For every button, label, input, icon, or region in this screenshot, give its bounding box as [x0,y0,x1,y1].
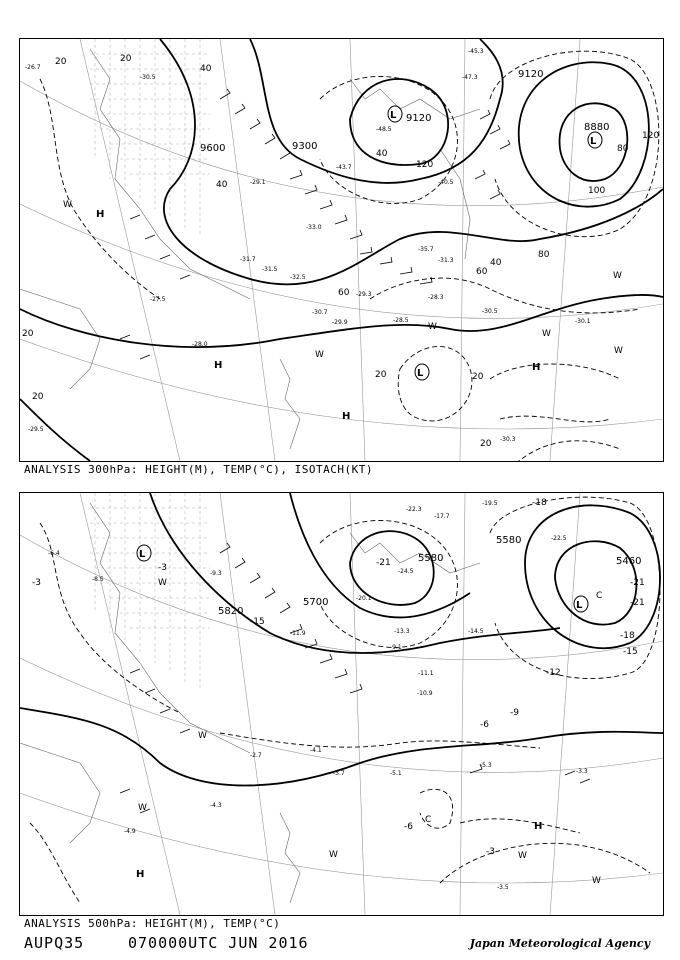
temp-label: -27.5 [150,296,166,303]
height-contours [20,39,663,461]
isotach-contours [40,51,659,461]
temp-label: -8.5 [92,576,104,583]
temp-contour-label: -15 [623,647,638,657]
temp-label: -13.3 [394,628,410,635]
temp-contour-label: -3 [158,563,167,573]
isotach-label: 20 [375,370,387,380]
temp-label: -5.1 [390,770,402,777]
grid-hatch [90,39,210,234]
height-contours [20,493,663,786]
temp-label: -4.3 [210,802,222,809]
temp-label: -9.3 [210,570,222,577]
temp-label: -32.5 [290,274,306,281]
graticule [20,39,663,461]
map-500hpa [19,492,664,916]
valid-time: 070000UTC JUN 2016 [128,934,309,952]
warm-mark: W [614,346,623,356]
temp-label: -30.3 [500,436,516,443]
temp-label: -22.5 [551,535,567,542]
height-label: 5580 [496,535,522,546]
grid-hatch [90,493,210,688]
isotach-label: 120 [416,160,434,170]
height-label: 5820 [218,606,244,617]
map-500hpa-svg [20,493,663,915]
temp-label: -33.0 [306,224,322,231]
temp-contour-label: -21 [376,558,391,568]
caption-500hpa: ANALYSIS 500hPa: HEIGHT(M), TEMP(°C) [24,917,281,930]
map-300hpa-svg [20,39,663,461]
temp-label: -30.1 [575,318,591,325]
pressure-center-low [574,596,588,612]
warm-mark: W [138,803,147,813]
temp-label: -5.3 [480,762,492,769]
pressure-center-high: H [136,869,145,880]
temp-label: -10.9 [417,690,433,697]
temp-contour-label: -21 [630,598,645,608]
coastline [20,503,480,903]
temp-label: -43.7 [336,164,352,171]
isotach-label: 20 [55,57,67,67]
temp-label: -31.5 [262,266,278,273]
warm-mark: W [542,329,551,339]
warm-mark: W [428,322,437,332]
pressure-center-low [137,545,151,561]
isotach-label: 20 [120,54,132,64]
pressure-center-high: H [532,362,541,373]
warm-mark: W [613,271,622,281]
pressure-center-high: H [214,360,223,371]
temp-contour-label: -12 [546,668,561,678]
isotach-label: 100 [588,186,606,196]
warm-mark: W [315,350,324,360]
svg-text:L: L [590,136,597,147]
isotach-label: 20 [472,372,484,382]
temp-label: -19.5 [482,500,498,507]
cold-mark: C [596,591,603,601]
isotach-label: 80 [538,250,550,260]
temp-label: -4.1 [310,747,322,754]
temp-label: -30.5 [482,308,498,315]
isotach-label: 40 [200,64,212,74]
temp-contour-label: -21 [630,578,645,588]
temp-label: -48.5 [376,126,392,133]
temp-label: -2.7 [250,752,262,759]
temp-label: -28.3 [428,294,444,301]
svg-text:L: L [139,549,146,560]
isotach-label: 60 [338,288,350,298]
temp-label: -11.9 [290,630,306,637]
temp-label: -9.1 [390,644,402,651]
temp-label: -4.9 [124,828,136,835]
temp-label: -24.5 [398,568,414,575]
warm-mark: W [63,200,72,210]
height-label: 9120 [518,69,544,80]
temp-label: -28.5 [393,317,409,324]
temp-label: -3.7 [333,770,345,777]
height-label: 5700 [303,597,329,608]
temp-label: -28.0 [192,341,208,348]
temp-label: -20.1 [356,595,372,602]
warm-mark: W [329,850,338,860]
height-label: 9300 [292,141,318,152]
wind-barbs [120,543,590,813]
cold-mark: C [425,815,432,825]
temp-contour-label: -6 [480,720,489,730]
temp-label: -14.5 [468,628,484,635]
pressure-center-low [415,364,429,380]
temp-label: -26.7 [25,64,41,71]
svg-text:L: L [390,110,397,121]
temp-contour-label: -15 [250,617,265,627]
height-label: 5580 [418,553,444,564]
chart-code: AUPQ35 [24,934,85,952]
svg-text:L: L [576,600,583,611]
warm-mark: W [518,851,527,861]
temp-label: -31.3 [438,257,454,264]
temp-label: -31.7 [240,256,256,263]
map-300hpa [19,38,664,462]
temp-contour-label: -9 [510,708,519,718]
pressure-center-low [588,132,602,148]
temp-label: -29.3 [356,291,372,298]
temp-label: -29.1 [250,179,266,186]
height-label: 5460 [616,556,642,567]
temp-label: -11.1 [418,670,434,677]
warm-mark: W [198,731,207,741]
pressure-center-high: H [534,821,543,832]
temp-label: -3.5 [497,884,509,891]
temp-label: -29.9 [332,319,348,326]
pressure-center-high: H [342,411,351,422]
graticule [20,493,663,915]
temp-label: -17.7 [434,513,450,520]
warm-mark: W [158,578,167,588]
temp-contour-label: -3 [486,847,495,857]
height-label: 9600 [200,143,226,154]
temp-contour-label: -18 [620,631,635,641]
caption-300hpa: ANALYSIS 300hPa: HEIGHT(M), TEMP(°C), ISOTACH(KT) [24,463,374,476]
coastline [20,49,480,449]
isotach-label: 20 [480,439,492,449]
temp-label: -35.7 [418,246,434,253]
isotach-label: 40 [216,180,228,190]
height-label: 9120 [406,113,432,124]
temp-label: -3.3 [576,768,588,775]
temp-label: -30.5 [140,74,156,81]
isotach-label: 120 [642,131,660,141]
isotach-label: 80 [617,144,629,154]
isotach-label: 40 [376,149,388,159]
height-label: 8880 [584,122,610,133]
agency-name: Japan Meteorological Agency [469,937,650,950]
temp-label: -40.5 [438,179,454,186]
temp-label: -47.3 [462,74,478,81]
temp-contour-label: -6 [404,822,413,832]
isotach-label: 60 [476,267,488,277]
warm-mark: W [592,876,601,886]
pressure-center-low [388,106,402,122]
temp-contour-label: -3 [32,578,41,588]
temp-contour-label: -18 [532,498,547,508]
temp-label: -22.3 [406,506,422,513]
isotach-label: 20 [32,392,44,402]
temp-label: -29.5 [28,426,44,433]
svg-text:L: L [417,368,424,379]
temp-label: -45.3 [468,48,484,55]
pressure-center-high: H [96,209,105,220]
isotach-label: 20 [22,329,34,339]
temp-label: -30.7 [312,309,328,316]
isotach-label: 40 [490,258,502,268]
temp-label: -6.4 [48,550,60,557]
